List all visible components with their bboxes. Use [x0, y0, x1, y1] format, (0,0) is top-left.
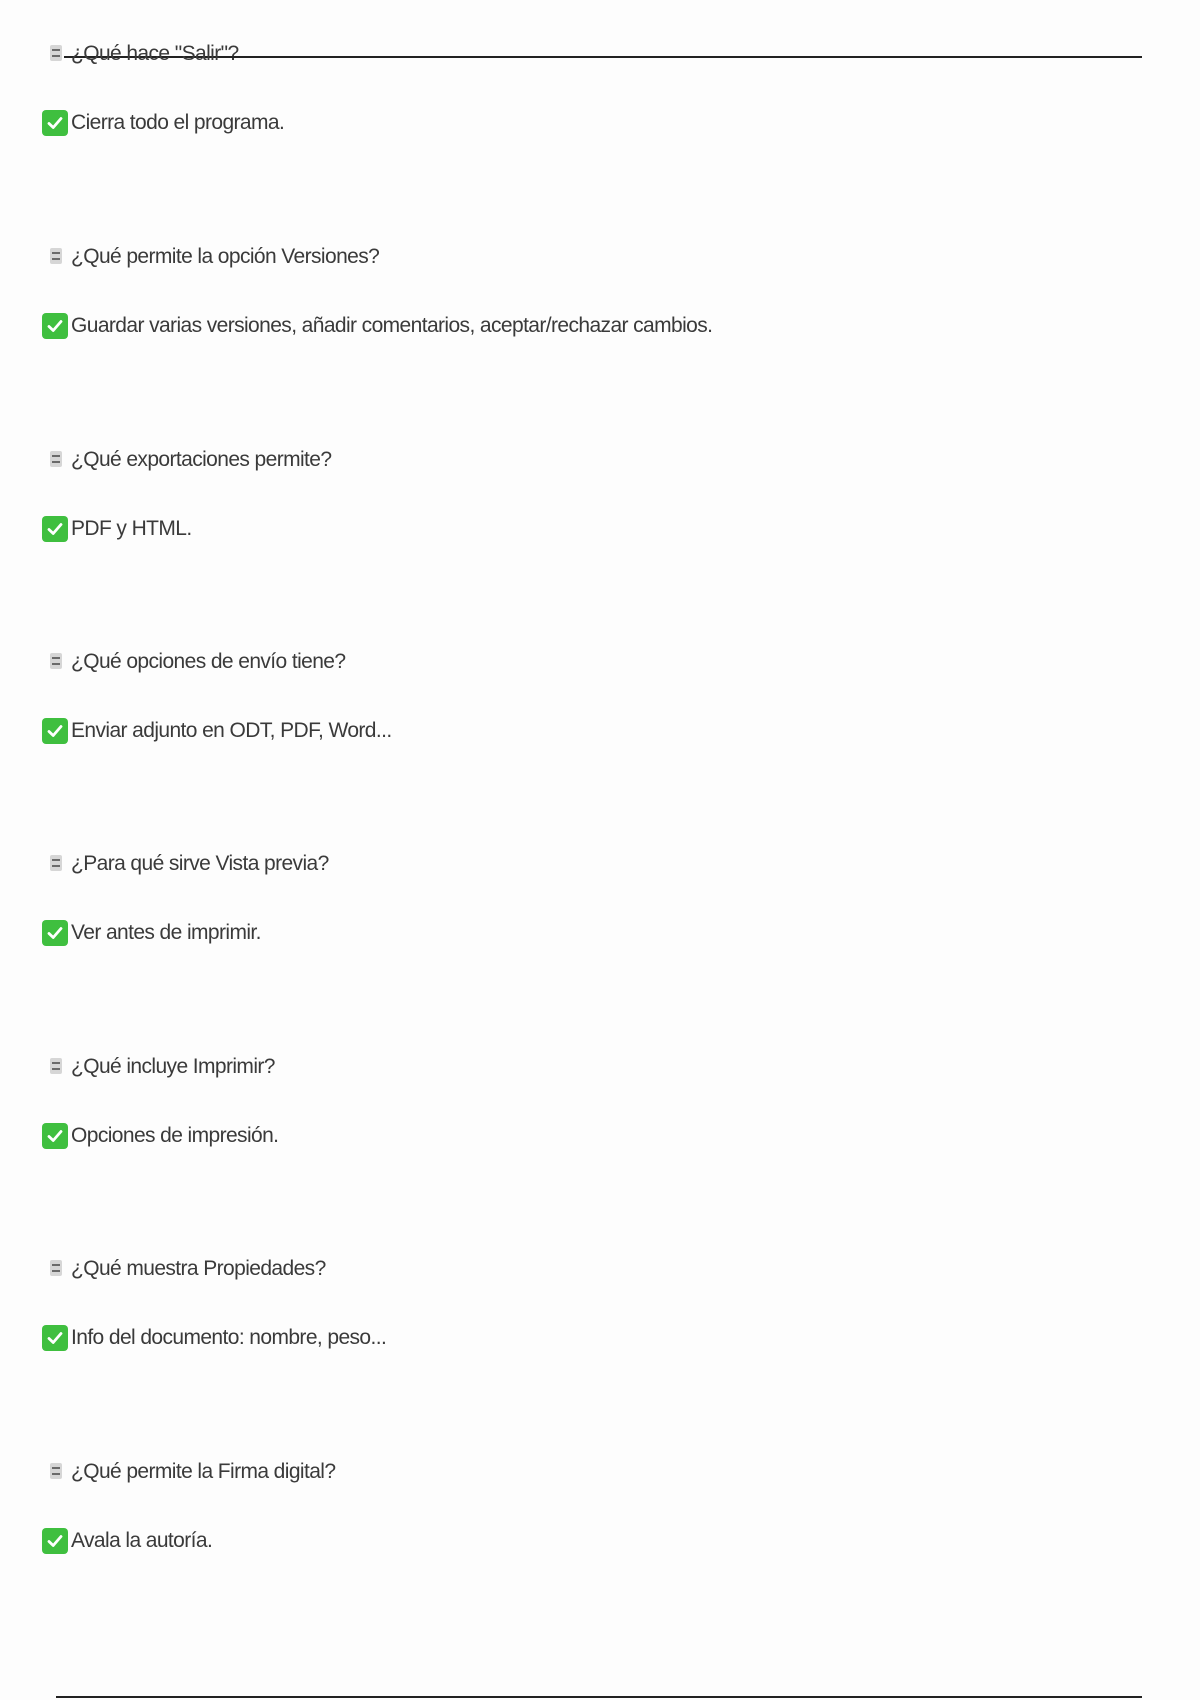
answer: [42, 918, 1142, 948]
question: [42, 1255, 1142, 1283]
answer-text: Opciones de impresión.: [71, 1124, 279, 1147]
question-text: ¿Qué permite la Firma digital?: [71, 1460, 336, 1483]
answer-text: Cierra todo el programa.: [71, 111, 285, 134]
qa-item: [42, 648, 1142, 746]
check-mark-icon: [42, 1123, 68, 1149]
question-text: ¿Qué hace "Salir"?: [71, 42, 239, 65]
check-mark-icon: [42, 516, 68, 542]
question: [42, 446, 1142, 474]
question: [42, 850, 1142, 878]
inbox-tray-icon: [48, 651, 64, 673]
answer: [42, 514, 1142, 544]
question: [42, 648, 1142, 676]
bottom-rule: [56, 1696, 1142, 1698]
answer: [42, 108, 1142, 138]
question: [42, 1458, 1142, 1486]
check-mark-icon: [42, 920, 68, 946]
check-mark-icon: [42, 1528, 68, 1554]
question-text: ¿Qué opciones de envío tiene?: [71, 650, 346, 673]
question: [42, 1053, 1142, 1081]
question-text: ¿Qué exportaciones permite?: [71, 448, 332, 471]
inbox-tray-icon: [48, 1258, 64, 1280]
question: [42, 243, 1142, 271]
answer-text: Info del documento: nombre, peso...: [71, 1326, 387, 1349]
question-text: ¿Qué permite la opción Versiones?: [71, 245, 380, 268]
qa-item: [42, 1458, 1142, 1556]
inbox-tray-icon: [48, 246, 64, 268]
check-mark-icon: [42, 1325, 68, 1351]
answer: [42, 1323, 1142, 1353]
answer-text: PDF y HTML.: [71, 517, 192, 540]
answer-text: Avala la autoría.: [71, 1529, 213, 1552]
answer-text: Ver antes de imprimir.: [71, 921, 261, 944]
question-text: ¿Qué muestra Propiedades?: [71, 1257, 326, 1280]
inbox-tray-icon: [48, 853, 64, 875]
qa-item: [42, 40, 1142, 138]
answer: [42, 311, 1142, 341]
qa-item: [42, 850, 1142, 948]
question-text: ¿Para qué sirve Vista previa?: [71, 852, 329, 875]
check-mark-icon: [42, 313, 68, 339]
inbox-tray-icon: [48, 43, 64, 65]
qa-item: [42, 446, 1142, 544]
inbox-tray-icon: [48, 1461, 64, 1483]
question-text: ¿Qué incluye Imprimir?: [71, 1055, 275, 1078]
check-mark-icon: [42, 110, 68, 136]
answer: [42, 1526, 1142, 1556]
answer-text: Guardar varias versiones, añadir comentarios, aceptar/rechazar cambios.: [71, 314, 713, 337]
inbox-tray-icon: [48, 449, 64, 471]
answer: [42, 1121, 1142, 1151]
question: [42, 40, 1142, 68]
qa-item: [42, 1053, 1142, 1151]
inbox-tray-icon: [48, 1056, 64, 1078]
qa-item: [42, 243, 1142, 341]
answer-text: Enviar adjunto en ODT, PDF, Word...: [71, 719, 392, 742]
qa-item: [42, 1255, 1142, 1353]
answer: [42, 716, 1142, 746]
check-mark-icon: [42, 718, 68, 744]
